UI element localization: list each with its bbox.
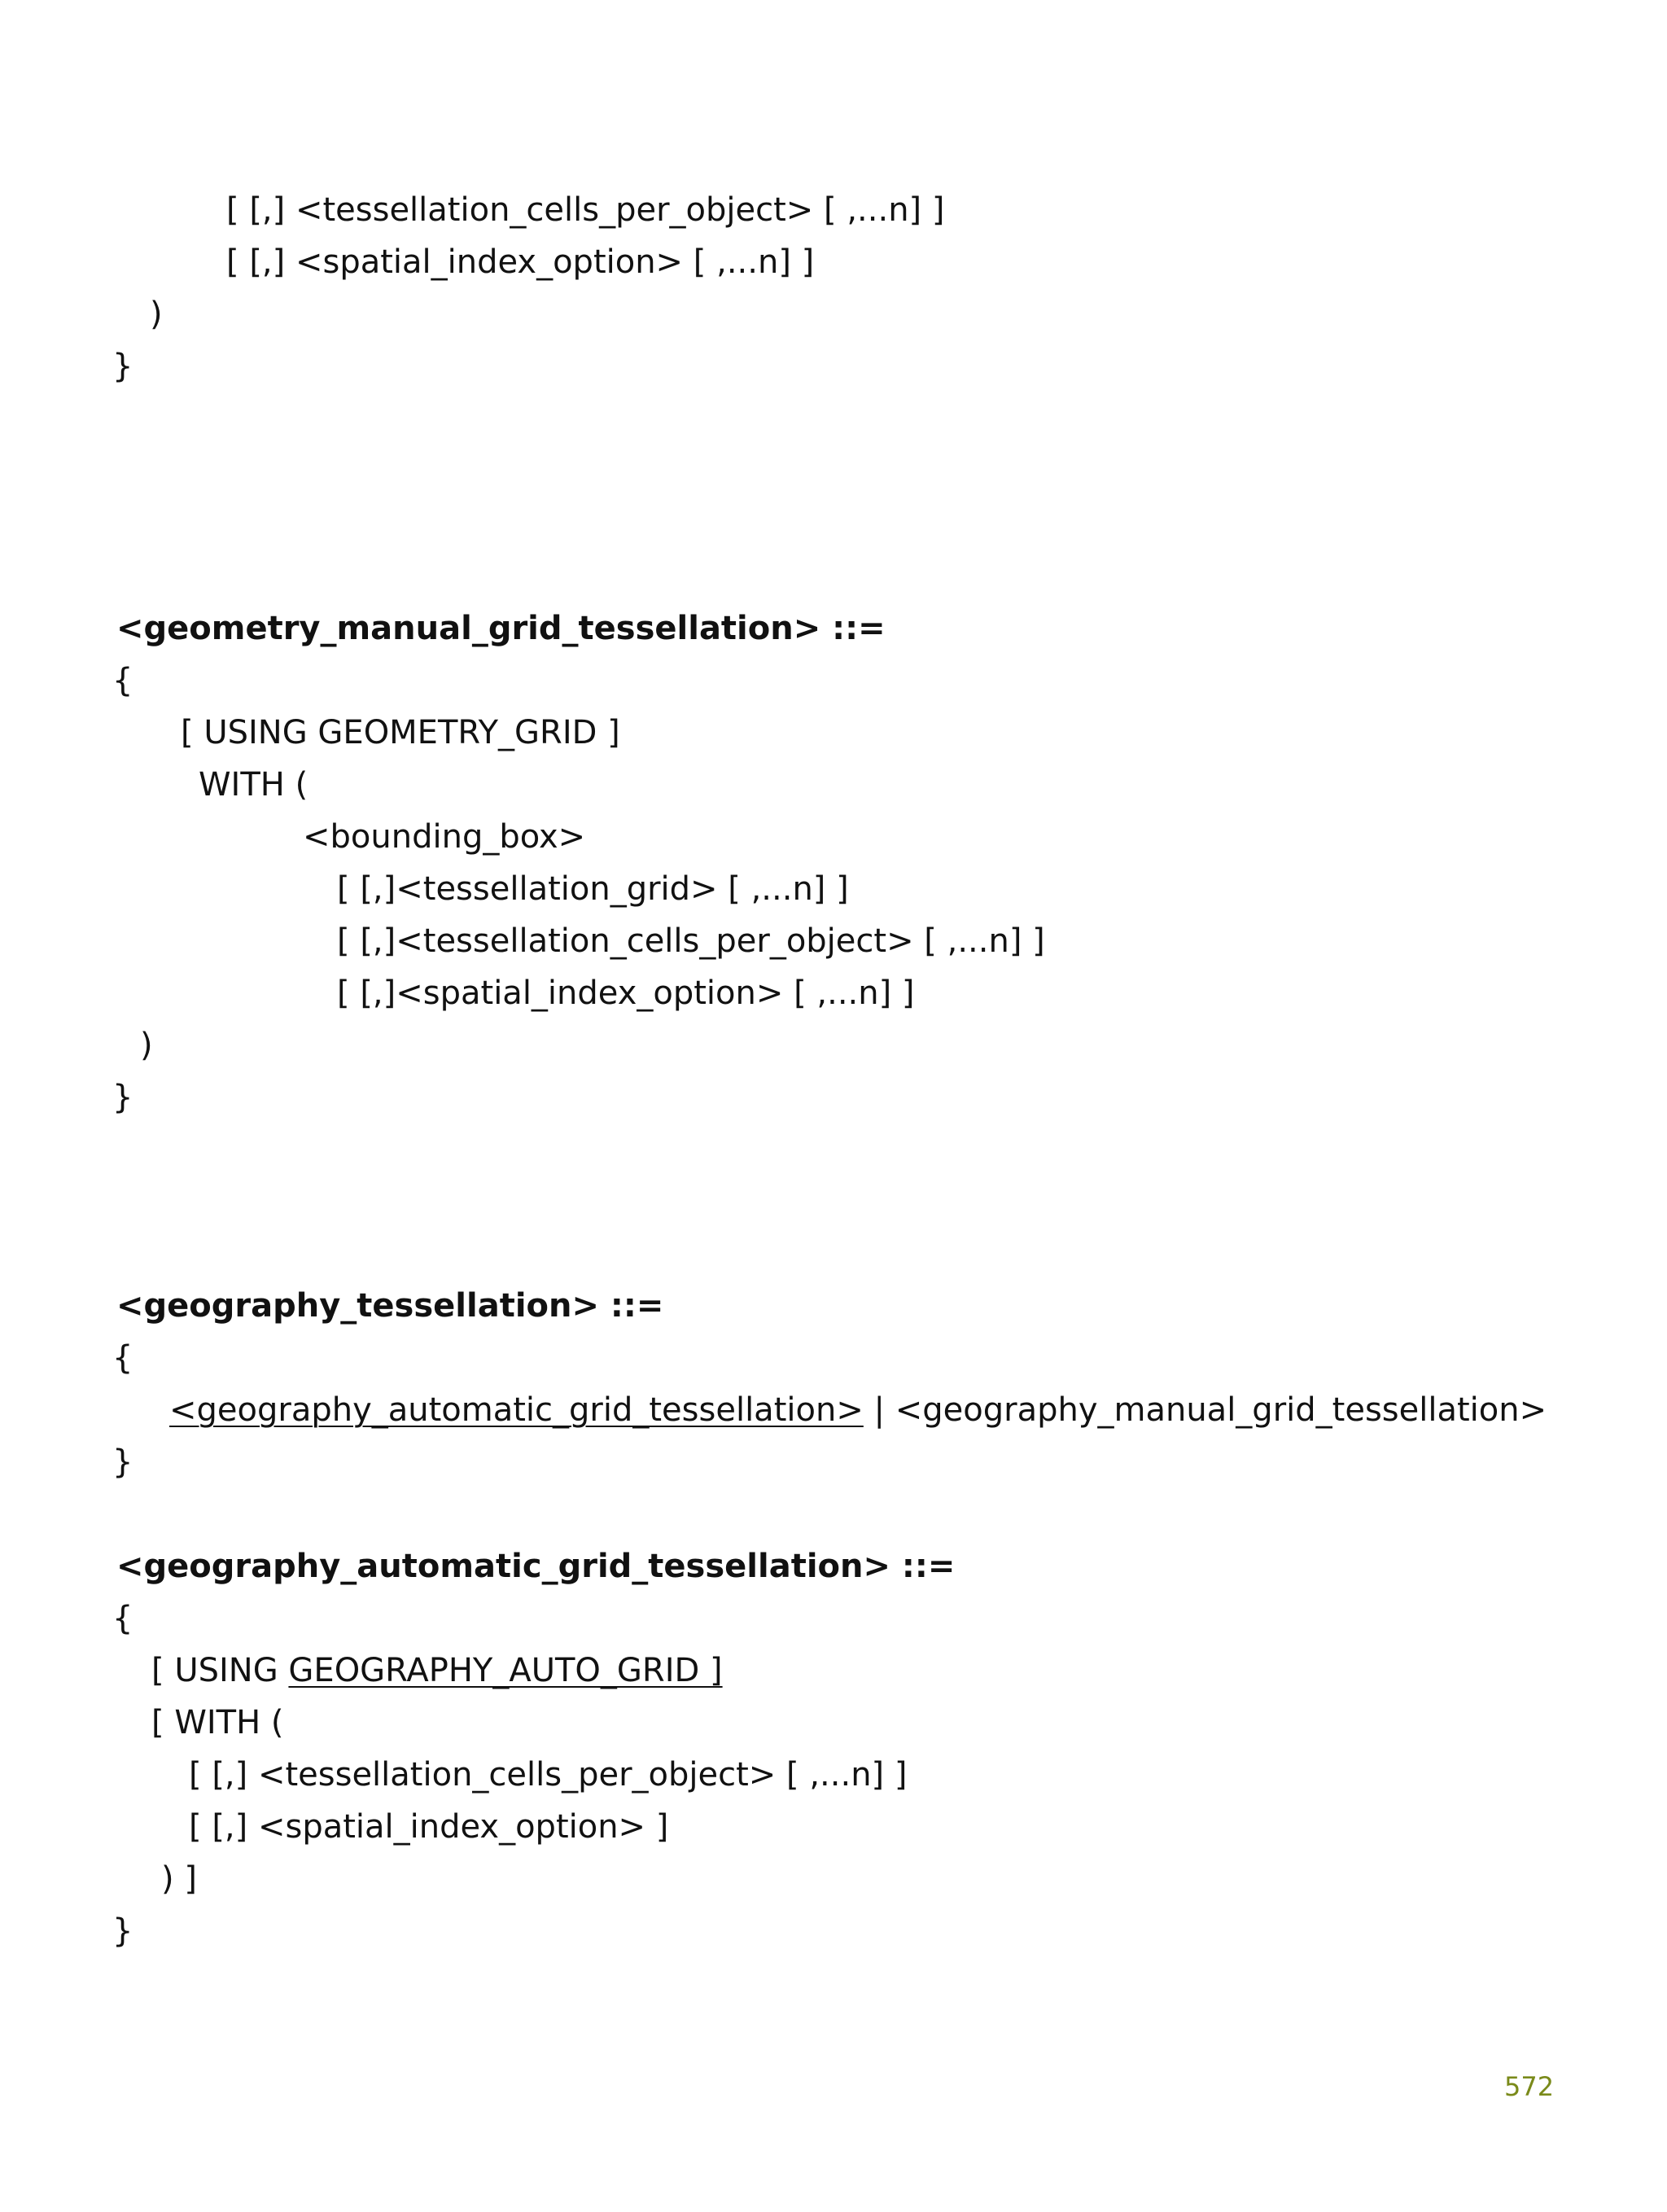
syntax-heading: <geometry_manual_grid_tessellation> ::= [116,610,886,647]
code-line: [ [,]<tessellation_cells_per_object> [ ,...n] ] [337,922,1045,960]
code-line: { [112,662,133,699]
code-line: [ [,] <tessellation_cells_per_object> [ ,...n] ] [226,191,945,229]
code-line: [ [,]<spatial_index_option> [ ,...n] ] [337,975,915,1012]
code-line: [ USING GEOMETRY_GRID ] [181,714,620,751]
syntax-heading: <geography_tessellation> ::= [116,1287,664,1325]
code-line: } [112,348,133,385]
code-line: <bounding_box> [303,818,586,856]
page-number: 572 [1504,2071,1555,2102]
code-line [169,1391,1547,1430]
geography-auto-grid-link[interactable]: GEOGRAPHY_AUTO_GRID ] [288,1652,723,1689]
code-line: { [112,1600,133,1637]
code-line: { [112,1339,133,1377]
code-line: [ [,] <tessellation_cells_per_object> [ ,...n] ] [189,1756,908,1794]
code-line: [ WITH ( [151,1704,284,1741]
geography-automatic-grid-link[interactable]: <geography_automatic_grid_tessellation> [169,1391,864,1429]
code-line: ) ] [161,1860,197,1898]
code-line [151,1651,723,1690]
syntax-heading: <geography_automatic_grid_tessellation> ::= [116,1548,956,1585]
code-text: [ USING [151,1652,289,1689]
code-line: [ [,] <spatial_index_option> ] [189,1808,669,1846]
code-line: [ [,] <spatial_index_option> [ ,...n] ] [226,243,815,281]
code-line: } [112,1443,133,1481]
code-line: } [112,1912,133,1950]
code-text: | <geography_manual_grid_tessellation> [863,1391,1547,1429]
code-line: } [112,1079,133,1116]
code-line: ) [150,296,163,333]
code-line: WITH ( [199,766,308,804]
code-line: ) [140,1027,153,1064]
code-line: [ [,]<tessellation_grid> [ ,...n] ] [337,870,849,908]
